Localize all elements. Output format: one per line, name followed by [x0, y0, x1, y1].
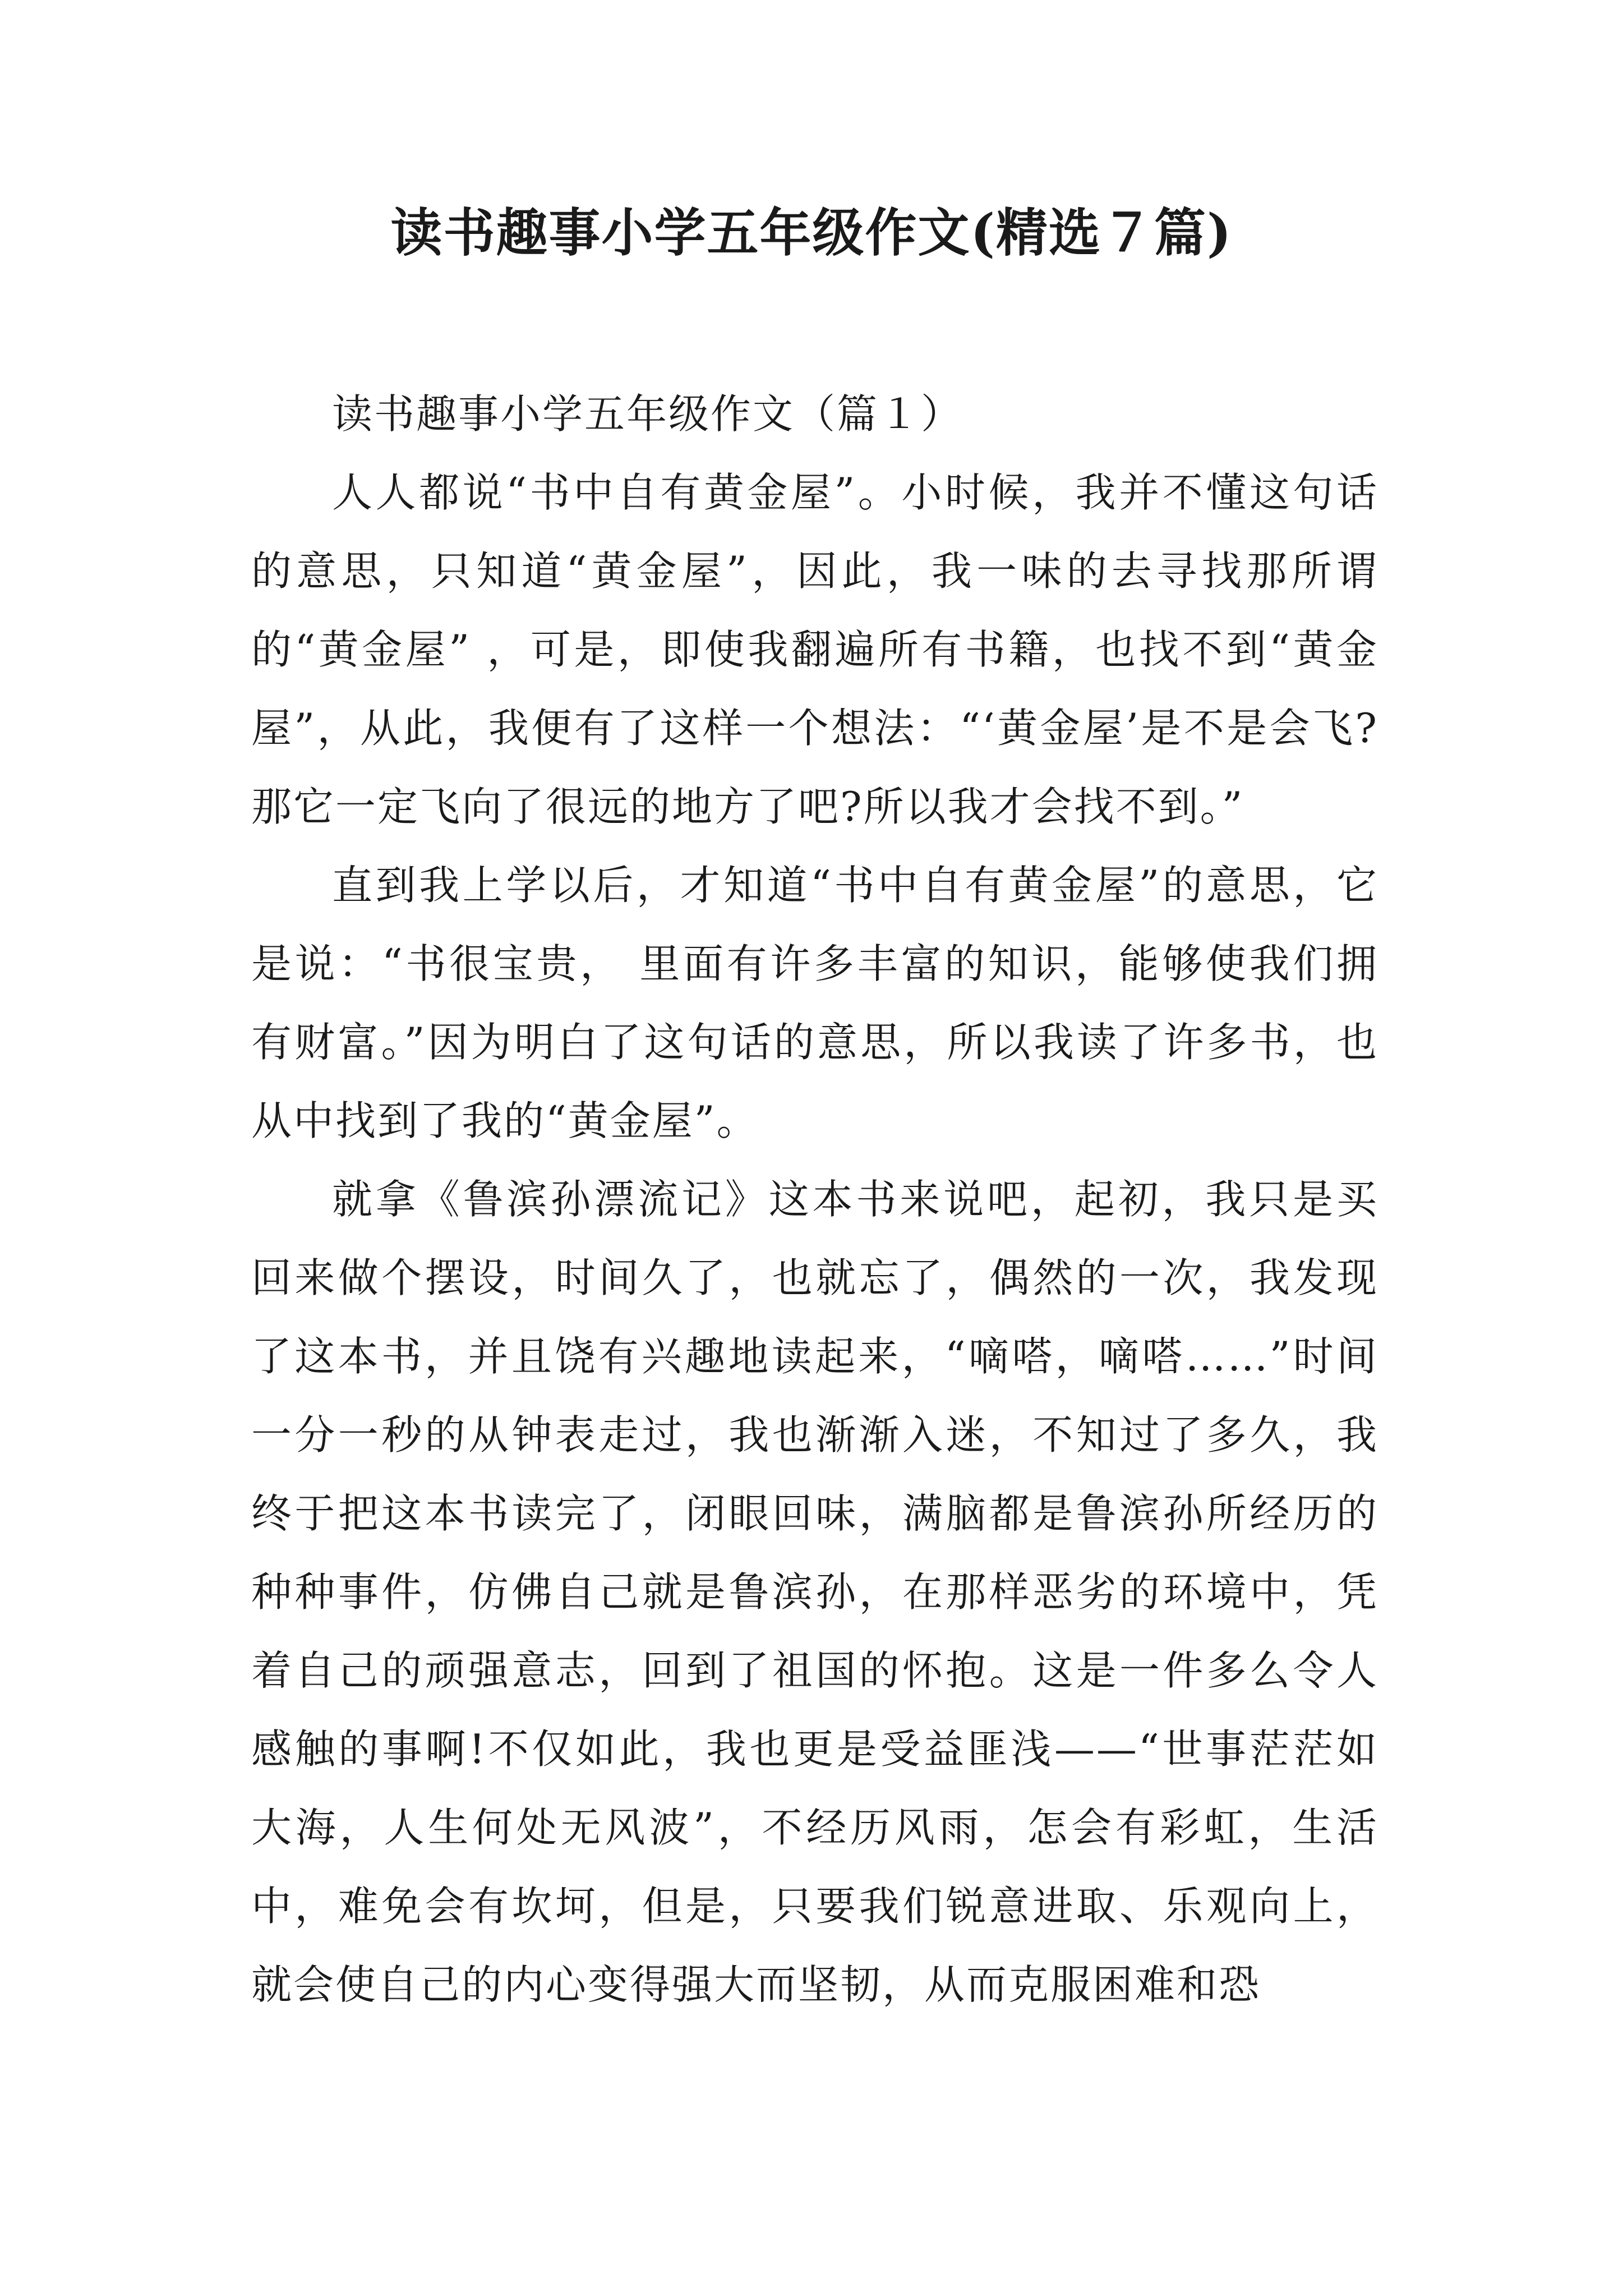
- document-title: 读书趣事小学五年级作文(精选７篇): [390, 203, 1233, 263]
- paragraph-3: 就拿《鲁滨孙漂流记》这本书来说吧，起初，我只是买回来做个摆设，时间久了，也就忘了，偶然的一次，我发现了这本书，并且饶有兴趣地读起来，“嘀嗒，嘀嗒……”时间一分一秒的从钟表走过，我也渐渐入迷，不知过了多久，我终于把这本书读完了，闭眼回味，满脑都是鲁滨孙所经历的种种事件，仿佛自己就是鲁滨孙，在那样恶劣的环境中，凭着自己的顽强意志，回到了祖国的怀抱。这是一件多么令人感触的事啊!不仅如此，我也更是受益匪浅——“世事茫茫如大海，人生何处无风波”，不经历风雨，怎会有彩虹，生活中，难免会有坎坷，但是，只要我们锐意进取、乐观向上，就会使自己的内心变得强大而坚韧，从而克服困难和恐: [251, 1176, 1378, 2008]
- paragraph-2: 直到我上学以后，才知道“书中自有黄金屋”的意思，它是说：“书很宝贵， 里面有许多丰富的知识，能够使我们拥有财富。”因为明白了这句话的意思，所以我读了许多书，也从中找到了我的“黄金屋”。: [251, 862, 1378, 1144]
- document-body: [251, 375, 1378, 2024]
- section-heading: 读书趣事小学五年级作文（篇１）: [332, 390, 963, 438]
- paragraph-1: 人人都说“书中自有黄金屋”。小时候，我并不懂这句话的意思，只知道“黄金屋”，因此，我一味的去寻找那所谓的“黄金屋” ，可是，即使我翻遍所有书籍，也找不到“黄金屋”，从此，我便有了这样一个想法：“‘黄金屋’是不是会飞?那它一定飞向了很远的地方了吧?所以我才会找不到。”: [251, 469, 1378, 830]
